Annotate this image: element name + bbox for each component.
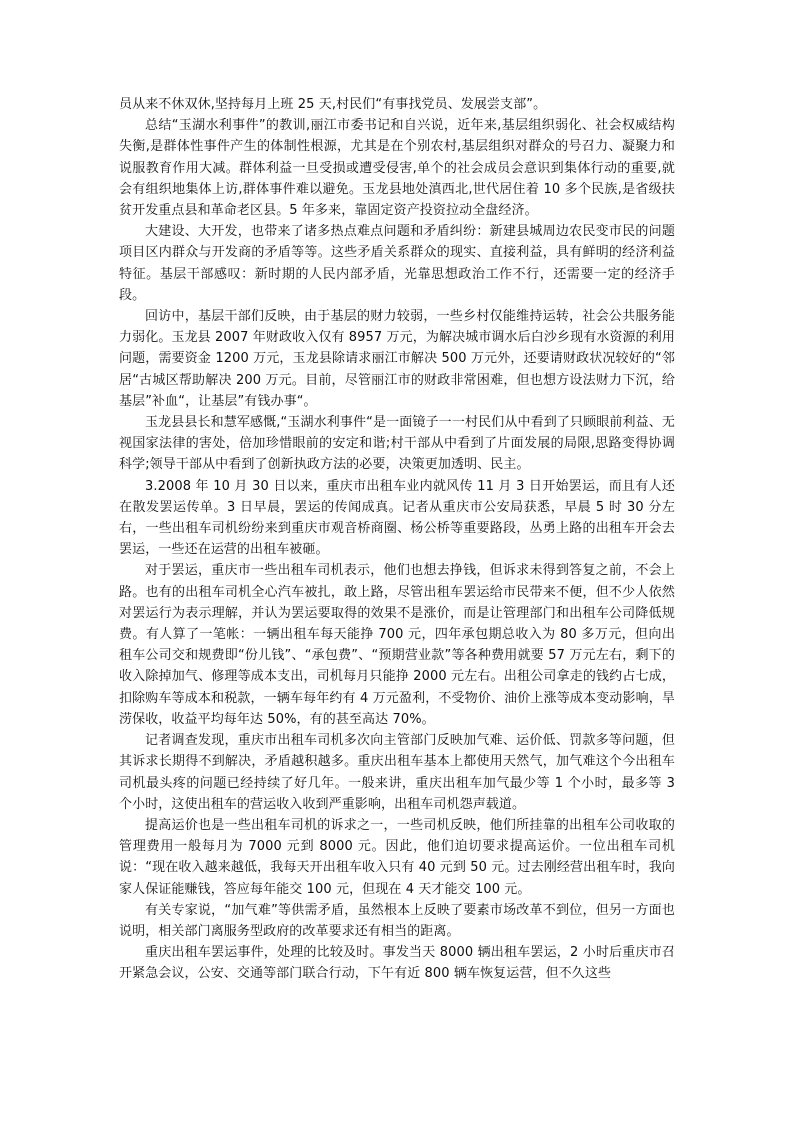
paragraph: 玉龙县县长和慧军感慨,“玉湖水利事件“是一面镜子一一村民们从中看到了只顾眼前利益、无视国家法律的害处，倍加珍惜眼前的安定和谐;村干部从中看到了片面发展的局限,思路变得协调科学;领导干部从中看到了创新执政方法的必要，决策更加透明、民主。 <box>119 415 675 473</box>
paragraph: 提高运价也是一些出租车司机的诉求之一，一些司机反映，他们所挂靠的出租车公司收取的管理费用一般每月为 7000 元到 8000 元。因此，他们迫切要求提高运价。一位出租车司机说：“现在收入越来越低，我每天开出租车收入只有 40 元到 50 元。过去刚经营出租车时，我向家人保证能赚钱，答应每年能交 100 元，但现在 4 天才能交 100 元。 <box>119 817 675 897</box>
paragraph: 回访中，基层干部们反映，由于基层的财力较弱，一些乡村仅能维持运转，社会公共服务能力弱化。玉龙县 2007 年财政收入仅有 8957 万元，为解决城市调水后白沙乡现有水资源的利用问题，需要资金 1200 万元，玉龙县除请求丽江市解决 500 万元外，还要请财政状况较好的“邻居“古城区帮助解决 200 万元。目前，尽管丽江市的财政非常困难，但也想方设法财力下沉，给基层”补血“，让基层”有钱办事“。 <box>119 309 675 409</box>
paragraph: 总结“玉湖水利事件”的教训,丽江市委书记和自兴说，近年来,基层组织弱化、社会权威结构失衡,是群体性事件产生的体制性根源，尤其是在个别农村,基层组织对群众的号召力、凝聚力和说服教育作用大减。群体利益一旦受损或遭受侵害,单个的社会成员会意识到集体行动的重要,就会有组织地集体上访,群体事件难以避免。玉龙县地处滇西北,世代居住着 10 多个民族,是省级扶贫开发重点县和革命老区县。5 年多来，靠固定资产投资拉动全盘经济。 <box>119 118 675 219</box>
paragraph-continuation: 员从来不休双休,坚持每月上班 25 天,村民们“有事找党员、发展尝支部”。 <box>119 97 547 112</box>
paragraph: 大建设、大开发，也带来了诸多热点难点问题和矛盾纠纷：新建县城周边农民变市民的问题项目区内群众与开发商的矛盾等等。这些矛盾关系群众的现实、直接利益，具有鲜明的经济利益特征。基层干部感叹：新时期的人民内部矛盾，光靠思想政治工作不行，还需要一定的经济手段。 <box>119 224 675 303</box>
paragraph: 记者调查发现，重庆市出租车司机多次向主管部门反映加气难、运价低、罚款多等问题，但其诉求长期得不到解决，矛盾越积越多。重庆出租车基本上都使用天然气，加气难这个今出租车司机最头疼的问题已经持续了好几年。一般来讲，重庆出租车加气最少等 1 个小时，最多等 3 个小时，这使出租车的营运收入收到严重影响，出租车司机怨声载道。 <box>119 733 675 812</box>
paragraph-numbered: 3.2008 年 10 月 30 日以来，重庆市出租车业内就风传 11 月 3 日开始罢运，而且有人还在散发罢运传单。3 日早晨，罢运的传闻成真。记者从重庆市公安局获悉，早晨 5 时 30 分左右，一些出租车司机纷纷来到重庆市观音桥商圈、杨公桥等重要路段，丛勇上路的出租车开会去罢运，一些还在运营的出租车被砸。 <box>119 478 675 558</box>
document-body <box>119 94 675 985</box>
paragraph: 有关专家说，“加气难”等供需矛盾，虽然根本上反映了要素市场改革不到位，但另一方面也说明，相关部门离服务型政府的改革要求还有相当的距离。 <box>119 902 675 939</box>
paragraph: 重庆出租车罢运事件，处理的比较及时。事发当天 8000 辆出租车罢运，2 小时后重庆市召开紧急会议，公安、交通等部门联合行动，下午有近 800 辆车恢复运营，但不久这些 <box>119 945 675 982</box>
paragraph: 对于罢运，重庆市一些出租车司机表示，他们也想去挣钱，但诉求未得到答复之前，不会上路。也有的出租车司机全心汽车被扎，敢上路，尽管出租车罢运给市民带来不便，但不少人依然对罢运行为表示理解，并认为罢运要取得的效果不是涨价，而是让管理部门和出租车公司降低规费。有人算了一笔帐：一辆出租车每天能挣 700 元，四年承包期总收入为 80 多万元，但向出租车公司交和规费即“份儿钱”、“承包费”、“预期营业款”等各种费用就要 57 万元左右，剩下的收入除掉加气、修理等成本支出，司机每月只能挣 2000 元左右。出租公司拿走的钱约占七成，扣除购车等成本和税款，一辆车每年约有 4 万元盈利，不受物价、油价上涨等成本变动影响，旱涝保收，收益平均每年达 50%，有的甚至高达 70%。 <box>119 563 675 727</box>
